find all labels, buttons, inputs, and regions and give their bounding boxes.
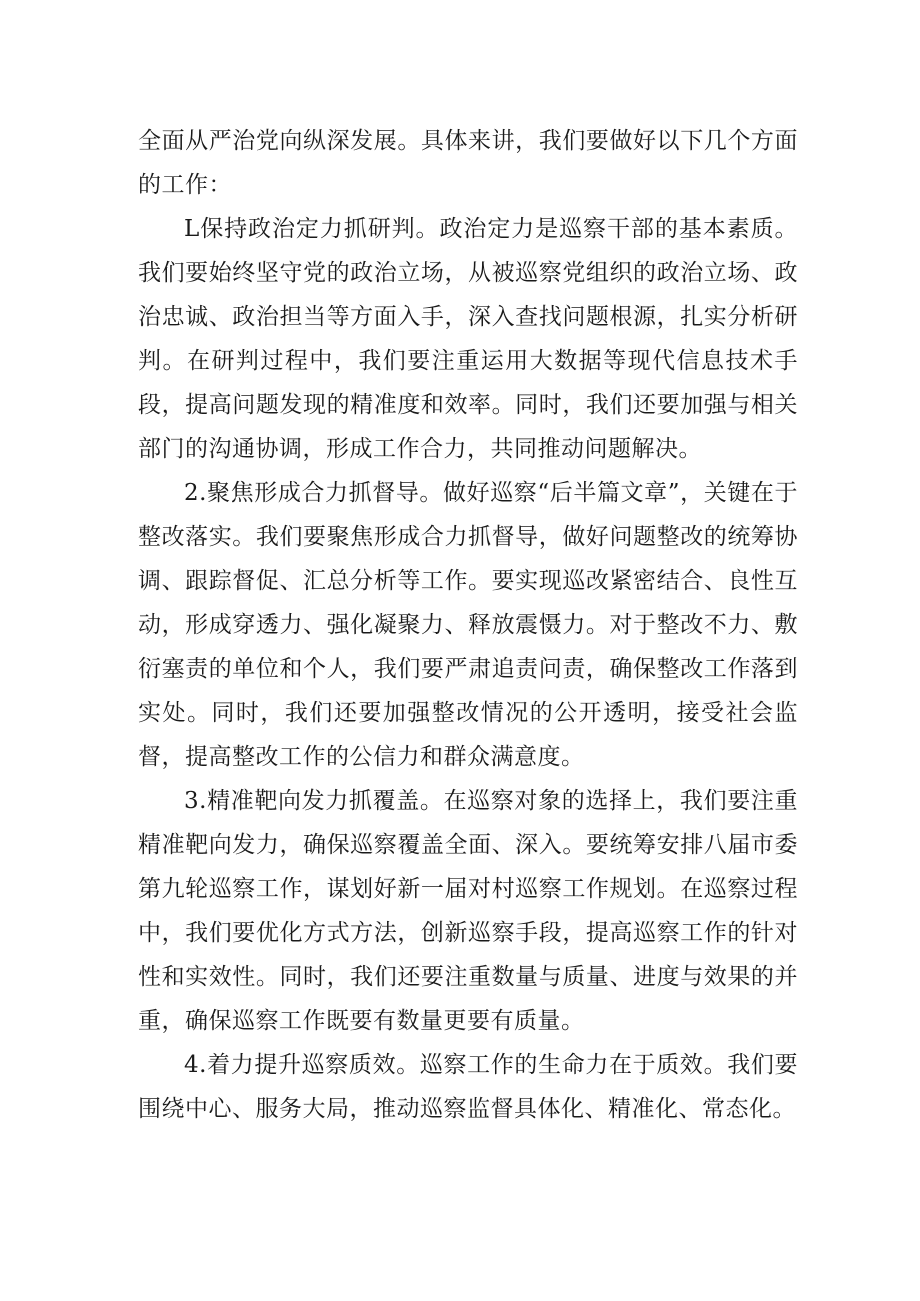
paragraph-point-3: 3.精准靶向发力抓覆盖。在巡察对象的选择上，我们要注重精准靶向发力，确保巡察覆盖全面、深入。要统筹安排八届市委第九轮巡察工作，谋划好新一届对村巡察工作规划。在巡察过程中，我们要优化方式方法，创新巡察手段，提高巡察工作的针对性和实效性。同时，我们还要注重数量与质量、进度与效果的并重，确保巡察工作既要有数量更要有质量。 — [138, 788, 798, 1034]
paragraph-intro: 全面从严治党向纵深发展。具体来讲，我们要做好以下几个方面的工作： — [138, 128, 798, 198]
paragraph-point-1: L保持政治定力抓研判。政治定力是巡察干部的基本素质。我们要始终坚守党的政治立场，从被巡察党组织的政治立场、政治忠诚、政治担当等方面入手，深入查找问题根源，扎实分析研判。在研判过程中，我们要注重运用大数据等现代信息技术手段，提高问题发现的精准度和效率。同时，我们还要加强与相关部门的沟通协调，形成工作合力，共同推动问题解决。 — [138, 216, 798, 462]
document-body — [138, 119, 798, 1131]
paragraph-point-4: 4.着力提升巡察质效。巡察工作的生命力在于质效。我们要围绕中心、服务大局，推动巡察监督具体化、精准化、常态化。 — [138, 1052, 798, 1122]
paragraph-point-2: 2.聚焦形成合力抓督导。做好巡察“后半篇文章”，关键在于整改落实。我们要聚焦形成合力抓督导，做好问题整改的统筹协调、跟踪督促、汇总分析等工作。要实现巡改紧密结合、良性互动，形成穿透力、强化凝聚力、释放震慑力。对于整改不力、敷衍塞责的单位和个人，我们要严肃追责问责，确保整改工作落到实处。同时，我们还要加强整改情况的公开透明，接受社会监督，提高整改工作的公信力和群众满意度。 — [138, 480, 798, 770]
